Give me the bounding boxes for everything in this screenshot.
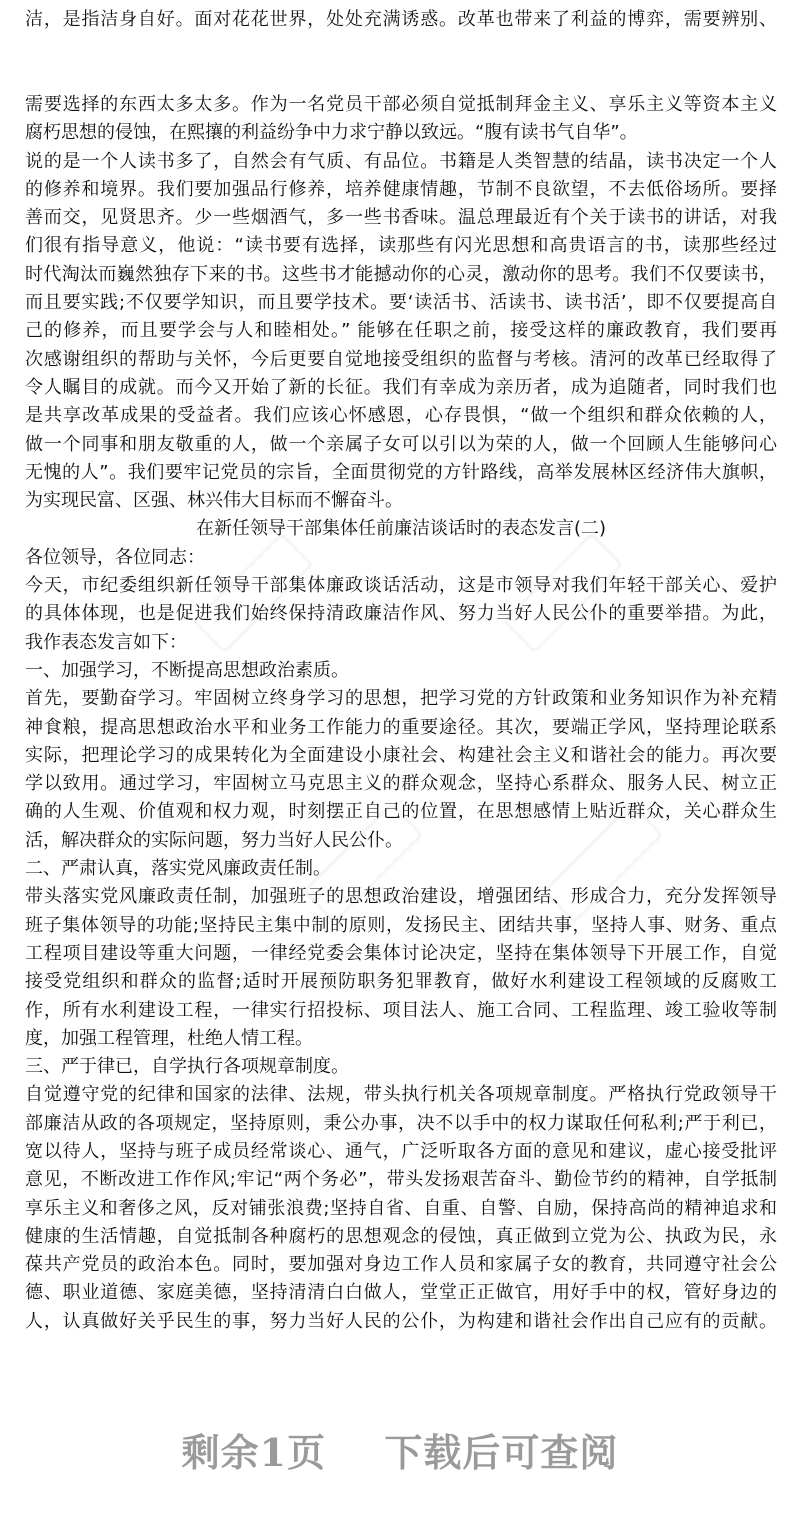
- paragraph-line: 健康的生活情趣，自觉抵制各种腐朽的思想观念的侵蚀，真正做到立党为公、执政为民，永: [25, 1225, 777, 1247]
- paragraph-line: 作，所有水利建设工程，一律实行招投标、项目法人、施工合同、工程监理、竣工验收等制: [25, 999, 777, 1021]
- paragraph-line: 是共享改革成果的受益者。我们应该心怀感恩，心存畏惧，“做一个组织和群众依赖的人，: [25, 405, 777, 427]
- paragraph-line: 为实现民富、区强、林兴伟大目标而不懈奋斗。: [25, 490, 403, 512]
- paragraph-line: 的具体体现，也是促进我们始终保持清政廉洁作风、努力当好人民公仆的重要举措。为此，: [25, 603, 777, 625]
- paragraph-line: 神食粮，提高思想政治水平和业务工作能力的重要途径。其次，要端正学风，坚持理论联系: [25, 716, 777, 738]
- paragraph-line: 善而交，见贤思齐。少一些烟酒气，多一些书香味。温总理最近有个关于读书的讲话，对我: [25, 207, 777, 229]
- paragraph-line: 说的是一个人读书多了，自然会有气质、有品位。书籍是人类智慧的结晶，读书决定一个人: [25, 150, 777, 172]
- document-body: [25, 91, 777, 1336]
- paragraph-line: 确的人生观、价值观和权力观，时刻摆正自己的位置，在思想感情上贴近群众，关心群众生: [25, 801, 777, 823]
- paragraph-line: 度，加强工程管理，杜绝人情工程。: [25, 1027, 313, 1049]
- section-title: 在新任领导干部集体任前廉洁谈话时的表态发言(二): [195, 518, 607, 540]
- paragraph-line: 接受党组织和群众的监督;适时开展预防职务犯罪教育，做好水利建设工程领域的反腐败工: [25, 971, 777, 993]
- paragraph-line: 无愧的人”。我们要牢记党员的宗旨，全面贯彻党的方针路线，高举发展林区经济伟大旗帜，: [25, 461, 777, 483]
- paragraph-line: 而且要实践;不仅要学知识，而且要学技术。要‘读活书、活读书、读书活’，即不仅要提高自: [25, 292, 777, 314]
- paragraph-line: 学以致用。通过学习，牢固树立马克思主义的群众观念，坚持心系群众、服务人民、树立正: [25, 773, 777, 795]
- paragraph-line: 腐朽思想的侵蚀，在熙攘的利益纷争中力求宁静以致远。“腹有读书气自华”。: [25, 122, 638, 144]
- paragraph-line: 今天，市纪委组织新任领导干部集体廉政谈话活动，这是市领导对我们年轻干部关心、爱护: [25, 575, 777, 597]
- text-line: 洁，是指洁身自好。面对花花世界，处处充满诱惑。改革也带来了利益的博弈，需要辨别、: [25, 9, 777, 30]
- paragraph-line: 的修养和境界。我们要加强品行修养，培养健康情趣，节制不良欲望，不去低俗场所。要择: [25, 178, 777, 200]
- paragraph-line: 我作表态发言如下：: [25, 631, 187, 653]
- paragraph-line: 活，解决群众的实际问题，努力当好人民公仆。: [25, 829, 403, 851]
- top-fragment: [25, 6, 777, 34]
- paragraph-line: 需要选择的东西太多太多。作为一名党员干部必须自觉抵制拜金主义、享乐主义等资本主义: [25, 94, 777, 115]
- paragraph-line: 班子集体领导的功能;坚持民主集中制的原则，发扬民主、团结共事，坚持人事、财务、重点: [25, 914, 777, 936]
- remaining-pages-label: 剩余1页: [181, 1430, 327, 1475]
- paragraph-line: 们很有指导意义，他说：“读书要有选择，读那些有闪光思想和高贵语言的书，读那些经过: [25, 235, 777, 257]
- paragraph-line: 带头落实党风廉政责任制，加强班子的思想政治建设，增强团结、形成合力，充分发挥领导: [25, 886, 777, 908]
- paragraph-line: 做一个同事和朋友敬重的人，做一个亲属子女可以引以为荣的人，做一个回顾人生能够问心: [25, 433, 777, 455]
- paragraph-line: 令人瞩目的成就。而今又开始了新的长征。我们有幸成为亲历者，成为追随者，同时我们也: [25, 376, 777, 398]
- paragraph-line: 德、职业道德、家庭美德，坚持清清白白做人，堂堂正正做官，用好手中的权，管好身边的: [25, 1282, 777, 1304]
- paragraph-line: 工程项目建设等重大问题，一律经党委会集体讨论决定，坚持在集体领导下开展工作，自觉: [25, 942, 777, 964]
- paragraph-line: 次感谢组织的帮助与关怀，今后更要自觉地接受组织的监督与考核。清河的改革已经取得了: [25, 348, 777, 370]
- paragraph-line: 实际，把理论学习的成果转化为全面建设小康社会、构建社会主义和谐社会的能力。再次要: [25, 744, 777, 766]
- paragraph-line: 己的修养，而且要学会与人和睦相处。” 能够在任职之前，接受这样的廉政教育，我们要再: [25, 320, 777, 342]
- paragraph-line: 首先，要勤奋学习。牢固树立终身学习的思想，把学习党的方针政策和业务知识作为补充精: [25, 688, 777, 710]
- paragraph-line: 部廉洁从政的各项规定，坚持原则，秉公办事，决不以手中的权力谋取任何私利;严于利已，: [25, 1112, 777, 1134]
- paragraph-line: 意见，不断改进工作作风;牢记“两个务必”，带头发扬艰苦奋斗、勤俭节约的精神，自学抵制: [25, 1169, 777, 1191]
- paragraph-line: 享乐主义和奢侈之风，反对铺张浪费;坚持自省、自重、自警、自励，保持高尚的精神追求和: [25, 1197, 777, 1219]
- paragraph-line: 三、严于律已，自学执行各项规章制度。: [25, 1056, 349, 1078]
- paragraph-line: 一、加强学习，不断提高思想政治素质。: [25, 659, 349, 681]
- paragraph-line: 各位领导，各位同志：: [25, 546, 205, 568]
- download-to-view-label[interactable]: 下载后可查阅: [384, 1430, 619, 1475]
- paragraph-line: 人，认真做好关乎民生的事，努力当好人民的公仆，为构建和谐社会作出自己应有的贡献。: [25, 1310, 777, 1332]
- paragraph-line: 葆共产党员的政治本色。同时，要加强对身边工作人员和家属子女的教育，共同遵守社会公: [25, 1254, 777, 1276]
- paragraph-line: 二、严肃认真，落实党风廉政责任制。: [25, 858, 331, 880]
- paragraph-line: 时代淘汰而巍然独存下来的书。这些书才能撼动你的心灵，激动你的思考。我们不仅要读书，: [25, 263, 777, 285]
- paragraph-line: 自觉遵守党的纪律和国家的法律、法规，带头执行机关各项规章制度。严格执行党政领导干: [25, 1084, 777, 1106]
- remaining-pages-banner[interactable]: [0, 1422, 800, 1477]
- paragraph-line: 宽以待人，坚持与班子成员经常谈心、通气，广泛听取各方面的意见和建议，虚心接受批评: [25, 1140, 777, 1162]
